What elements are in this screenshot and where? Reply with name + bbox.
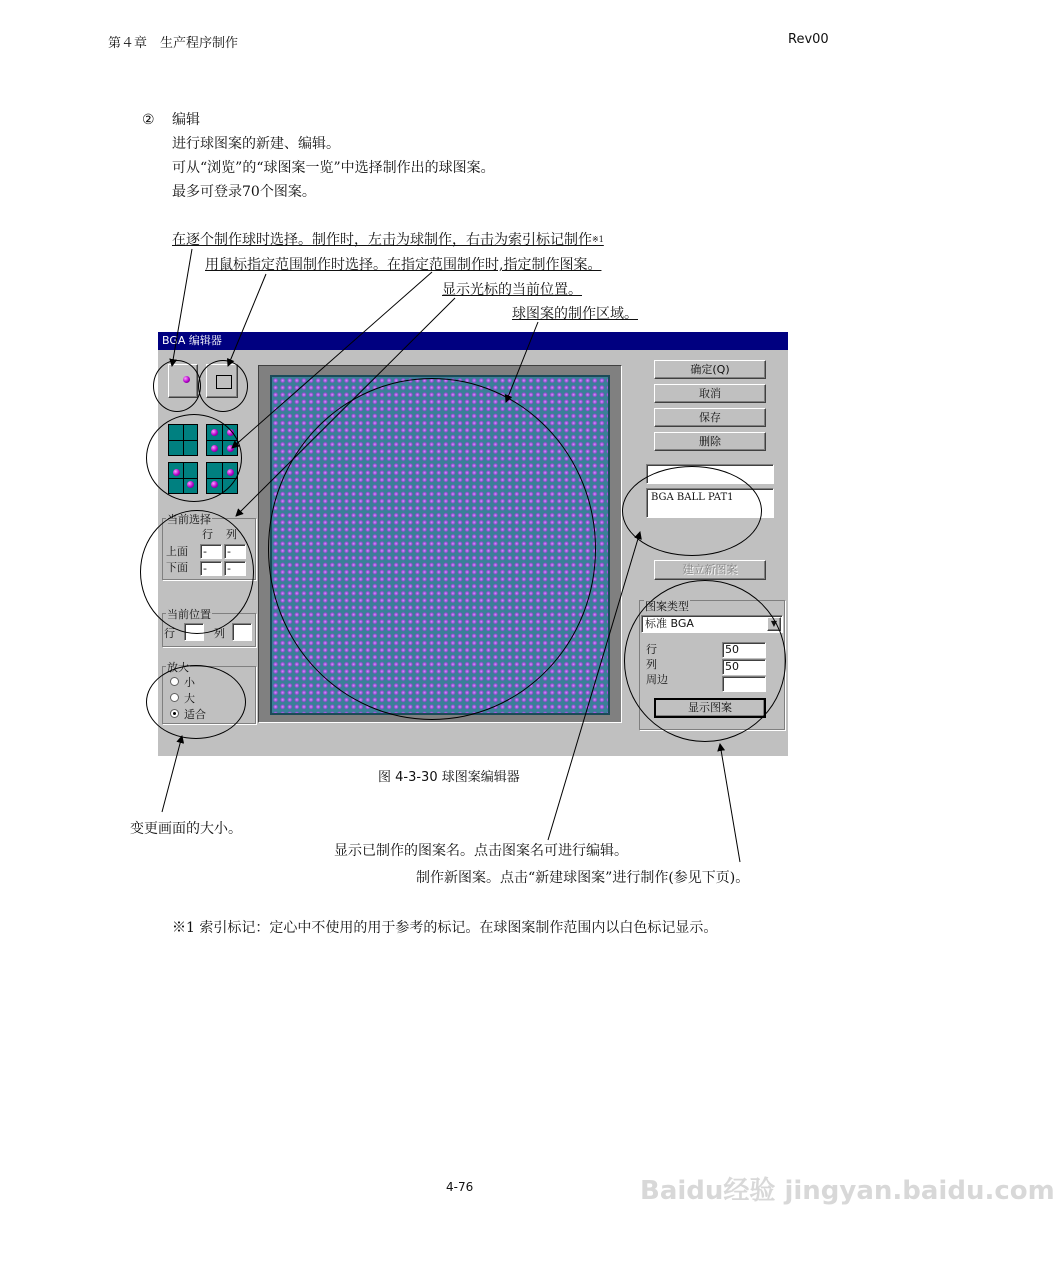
current-position-label: 当前位置 <box>167 608 211 621</box>
section-number: ② <box>142 112 155 128</box>
current-selection-label: 当前选择 <box>167 513 211 526</box>
annotation-single-ball: 在逐个制作球时选择。制作时，左击为球制作，右击为索引标记制作$^{※1}$ <box>172 232 604 248</box>
window-titlebar: BGA 编辑器 <box>158 332 788 350</box>
save-button[interactable]: 保存 <box>654 408 766 427</box>
section-title: 编辑 <box>172 112 200 128</box>
zoom-label: 放大 <box>167 661 189 674</box>
selection-row-header: 行 <box>202 528 213 541</box>
annotation-range: 用鼠标指定范围制作时选择。在指定范围制作时,指定制作图案。 <box>205 257 602 273</box>
annotation-cursor-position: 显示光标的当前位置。 <box>442 282 582 298</box>
cols-label: 列 <box>646 658 657 671</box>
rows-field[interactable]: 50 <box>722 642 766 658</box>
arrow-zoom <box>162 736 182 812</box>
rows-label: 行 <box>646 643 657 656</box>
selection-top-label: 上面 <box>166 545 188 558</box>
intro-line-2: 可从“浏览”的“球图案一览”中选择制作出的球图案。 <box>172 160 495 176</box>
new-pattern-button[interactable]: 建立新图案 <box>654 560 766 580</box>
selection-top-col-field: - <box>224 544 246 559</box>
footnote: ※1 索引标记：定心中不使用的用于参考的标记。在球图案制作范围内以白色标记显示。 <box>172 920 718 936</box>
zoom-large-label: 大 <box>184 692 195 705</box>
annotation-pattern-list: 显示已制作的图案名。点击图案名可进行编辑。 <box>334 843 628 859</box>
arrow-cursor-position <box>236 298 455 516</box>
arrow-pattern-list <box>548 532 640 840</box>
cancel-button[interactable]: 取消 <box>654 384 766 403</box>
pattern-list-item[interactable]: BGA BALL PAT1 <box>651 492 734 503</box>
arrow-pattern-tools <box>232 272 432 448</box>
selection-bottom-row-field: - <box>200 561 222 576</box>
intro-line-1: 进行球图案的新建、编辑。 <box>172 136 340 152</box>
arrow-single-tool <box>172 249 192 366</box>
position-col-label: 列 <box>214 627 225 640</box>
figure-caption: 图 4-3-30 球图案编辑器 <box>378 770 520 785</box>
chapter-header: 第４章 生产程序制作 <box>108 36 239 51</box>
selection-top-row-field: - <box>200 544 222 559</box>
position-row-label: 行 <box>164 627 175 640</box>
annotation-new-pattern: 制作新图案。点击“新建球图案”进行制作(参见下页)。 <box>416 870 750 886</box>
selection-bottom-label: 下面 <box>166 561 188 574</box>
zoom-small-label: 小 <box>184 676 195 689</box>
selection-bottom-col-field: - <box>224 561 246 576</box>
zoom-fit-label: 适合 <box>184 708 206 721</box>
annotation-work-area: 球图案的制作区域。 <box>512 306 638 322</box>
page-number: 4-76 <box>446 1180 474 1194</box>
arrow-work-area <box>506 322 538 402</box>
ok-button[interactable]: 确定(Q) <box>654 360 766 379</box>
annotation-zoom: 变更画面的大小。 <box>130 821 242 837</box>
arrow-range-tool <box>228 274 266 366</box>
pattern-type-label: 图案类型 <box>645 600 689 613</box>
revision-label: Rev00 <box>788 32 829 47</box>
chevron-down-icon[interactable]: ▼ <box>767 617 781 631</box>
delete-button[interactable]: 删除 <box>654 432 766 451</box>
show-pattern-button[interactable]: 显示图案 <box>654 698 766 718</box>
intro-line-3: 最多可登录70个图案。 <box>172 184 316 200</box>
selection-col-header: 列 <box>226 528 237 541</box>
cols-field[interactable]: 50 <box>722 659 766 675</box>
perimeter-label: 周边 <box>646 673 668 686</box>
pattern-type-value: 标准 BGA <box>645 617 694 630</box>
watermark-logo: Baidu经验 jingyan.baidu.com <box>640 1176 1055 1206</box>
arrow-new-pattern <box>720 744 740 862</box>
